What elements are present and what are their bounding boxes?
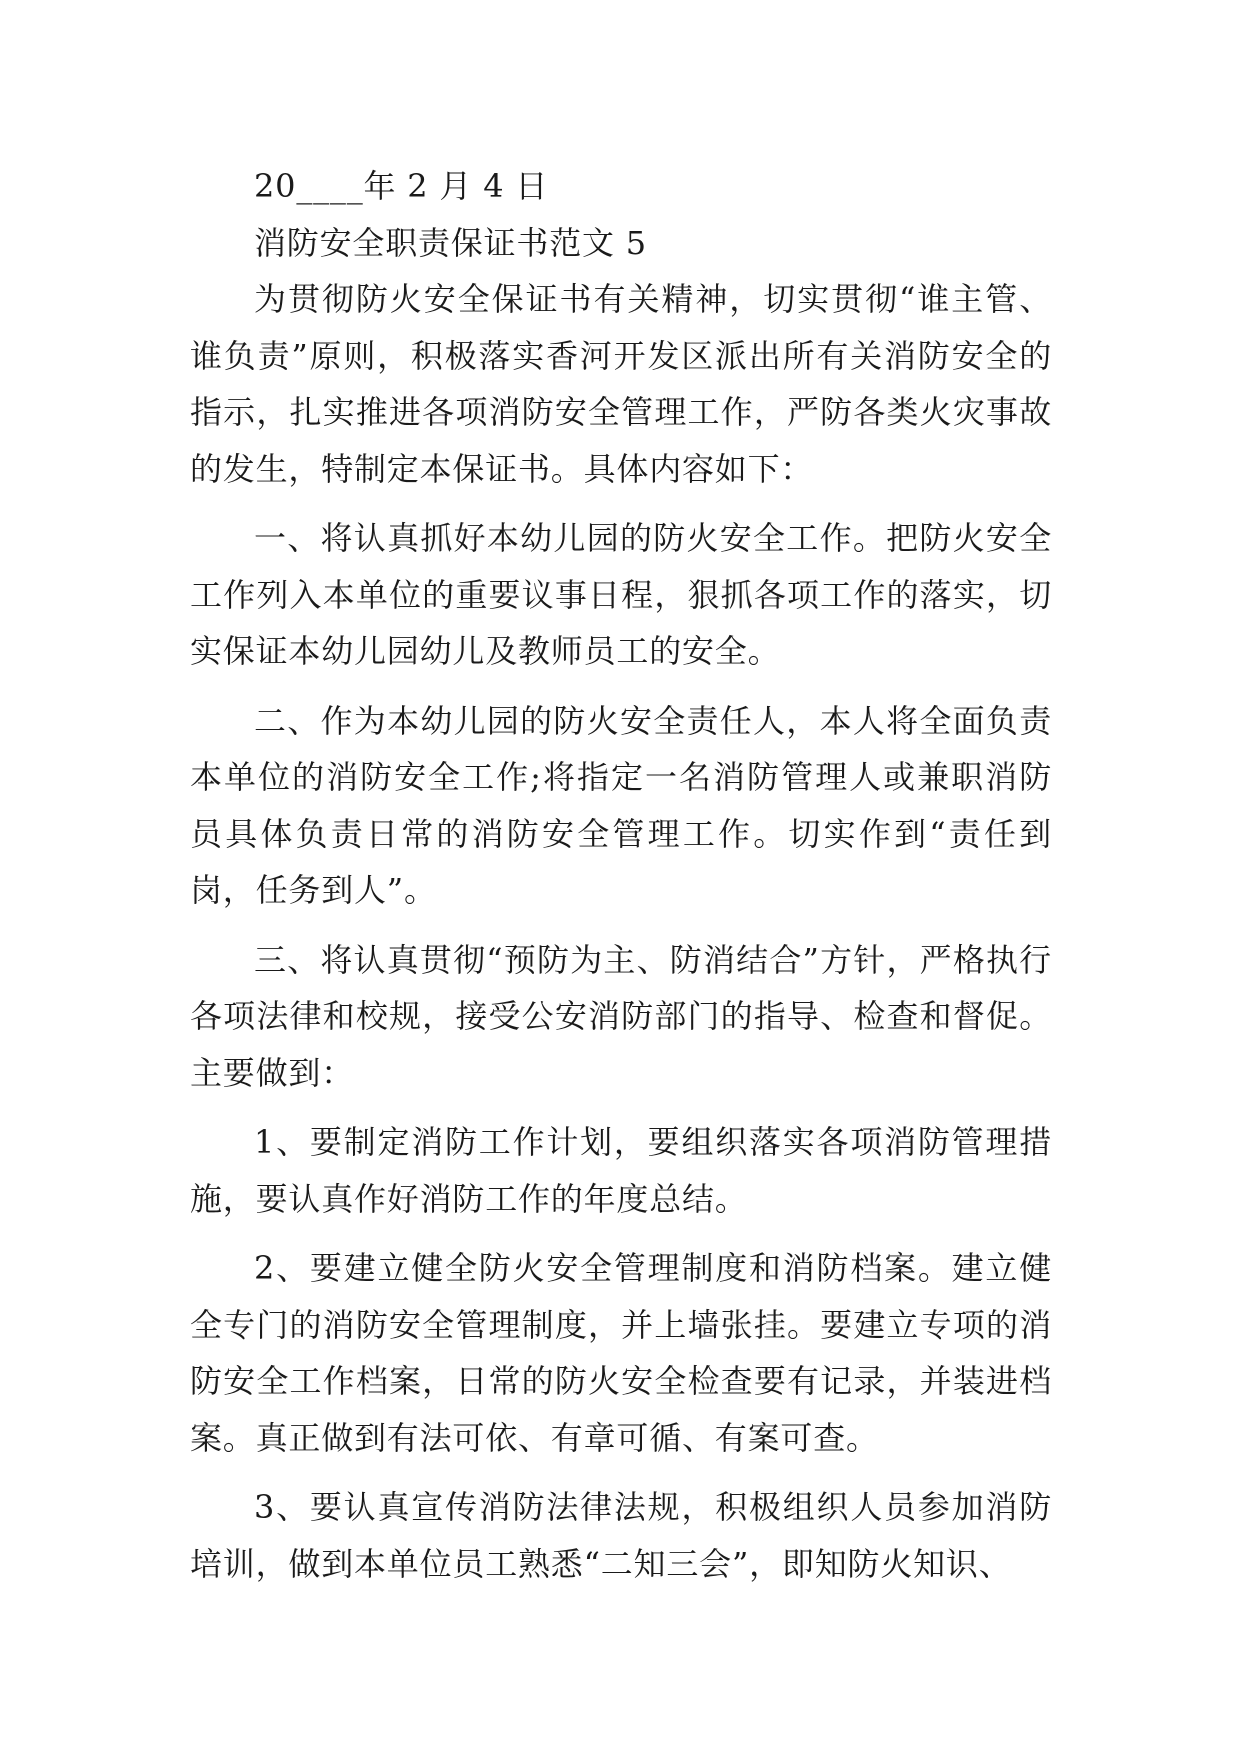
item-three-paragraph: 3、要认真宣传消防法律法规，积极组织人员参加消防培训，做到本单位员工熟悉“二知三会”，即知防火知识、 <box>190 1488 1052 1583</box>
section-two-paragraph: 二、作为本幼儿园的防火安全责任人，本人将全面负责本单位的消防安全工作;将指定一名消防管理人或兼职消防员具体负责日常的消防安全管理工作。切实作到“责任到岗，任务到人”。 <box>190 701 1052 909</box>
section-one-paragraph: 一、将认真抓好本幼儿园的防火安全工作。把防火安全工作列入本单位的重要议事日程，狠抓各项工作的落实，切实保证本幼儿园幼儿及教师员工的安全。 <box>190 519 1052 670</box>
item-two-paragraph: 2、要建立健全防火安全管理制度和消防档案。建立健全专门的消防安全管理制度，并上墙张挂。要建立专项的消防安全工作档案，日常的防火安全检查要有记录，并装进档案。真正做到有法可依、有章可循、有案可查。 <box>190 1249 1052 1457</box>
item-one-paragraph: 1、要制定消防工作计划，要组织落实各项消防管理措施，要认真作好消防工作的年度总结。 <box>190 1123 1052 1218</box>
section-three-paragraph: 三、将认真贯彻“预防为主、防消结合”方针，严格执行各项法律和校规，接受公安消防部门的指导、检查和督促。主要做到： <box>190 940 1052 1092</box>
document-body <box>190 158 1052 1592</box>
document-title: 消防安全职责保证书范文 5 <box>254 223 647 262</box>
intro-paragraph: 为贯彻防火安全保证书有关精神，切实贯彻“谁主管、谁负责”原则，积极落实香河开发区派出所有关消防安全的指示，扎实推进各项消防安全管理工作，严防各类火灾事故的发生，特制定本保证书。具体内容如下： <box>190 280 1052 488</box>
date-line: 20____年 2 月 4 日 <box>254 167 549 205</box>
